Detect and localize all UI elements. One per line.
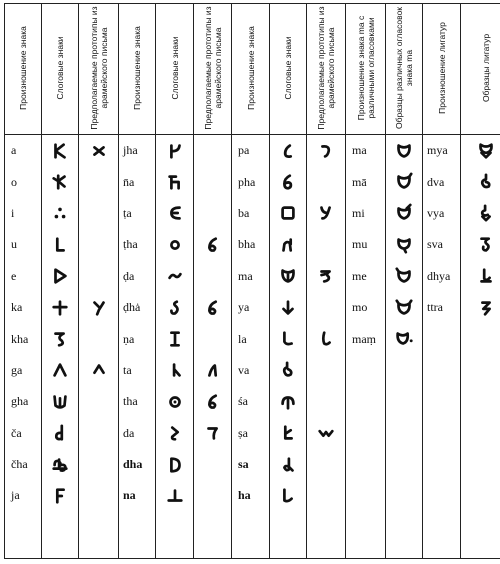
pron-cell: mya bbox=[427, 143, 448, 158]
glyph-cell bbox=[194, 386, 231, 417]
glyph-cell bbox=[79, 229, 118, 260]
pron-cell: ga bbox=[11, 362, 23, 377]
col-ligature-pronunciation bbox=[423, 135, 461, 559]
glyph-cell bbox=[194, 449, 231, 480]
pron-cell: mi bbox=[352, 205, 365, 220]
glyph-cell bbox=[386, 449, 422, 480]
glyph-cell bbox=[270, 418, 306, 449]
glyph-cell bbox=[270, 480, 306, 511]
glyph-cell bbox=[42, 323, 78, 354]
y-hook-glyph bbox=[90, 299, 108, 317]
glyph-cell bbox=[79, 323, 118, 354]
header-pronunciation-1: Произношение знака bbox=[5, 4, 42, 135]
pron-cell: u bbox=[11, 237, 17, 252]
header-ligature-samples: Образцы лигатур bbox=[461, 4, 500, 135]
glyph-cell bbox=[156, 292, 193, 323]
glyph-cell bbox=[156, 229, 193, 260]
glyph-cell bbox=[42, 480, 78, 511]
col-syllabic-signs-1 bbox=[42, 135, 79, 559]
glyph-cell bbox=[461, 166, 500, 197]
glyph-cell bbox=[42, 261, 78, 292]
glyph-cell bbox=[194, 261, 231, 292]
pron-cell: ṣa bbox=[238, 425, 248, 440]
syllabary-table bbox=[4, 3, 500, 559]
loop-glyph bbox=[51, 330, 69, 348]
caret-small-glyph bbox=[90, 361, 108, 379]
col-pronunciation-2 bbox=[119, 135, 156, 559]
header-aramaic-prototypes-1: Предполагаемые прототипы из арамейского письма bbox=[79, 4, 119, 135]
glyph-cell bbox=[461, 386, 500, 417]
pron-cell: dva bbox=[427, 174, 445, 189]
pron-cell: ttra bbox=[427, 300, 443, 315]
glyph-cell bbox=[156, 449, 193, 480]
pron-cell: sa bbox=[238, 457, 249, 472]
pron-cell: n̄a bbox=[123, 174, 135, 189]
glyph-cell bbox=[79, 135, 118, 166]
mo-glyph bbox=[395, 299, 413, 317]
glyph-cell bbox=[270, 355, 306, 386]
glyph-cell bbox=[42, 229, 78, 260]
glyph-cell bbox=[42, 198, 78, 229]
glyph-cell bbox=[270, 166, 306, 197]
glyph-cell bbox=[307, 480, 345, 511]
glyph-cell bbox=[194, 135, 231, 166]
six-glyph bbox=[204, 393, 222, 411]
pron-cell: ba bbox=[238, 205, 250, 220]
e-bracket-glyph bbox=[51, 487, 69, 505]
pron-cell: vya bbox=[427, 205, 445, 220]
circle-glyph bbox=[166, 236, 184, 254]
glyph-cell bbox=[79, 198, 118, 229]
glyph-cell bbox=[461, 135, 500, 166]
up-arrow-glyph bbox=[279, 393, 297, 411]
glyph-cell bbox=[307, 292, 345, 323]
hook-glyph bbox=[51, 236, 69, 254]
glyph-cell bbox=[270, 261, 306, 292]
glyph-cell bbox=[156, 480, 193, 511]
glyph-cell bbox=[79, 261, 118, 292]
glyph-cell bbox=[461, 323, 500, 354]
mam-glyph bbox=[395, 330, 413, 348]
pron-cell: mu bbox=[352, 237, 368, 252]
pron-cell: pha bbox=[238, 174, 256, 189]
i-bar-glyph bbox=[166, 330, 184, 348]
pron-cell: ma bbox=[352, 143, 367, 158]
glyph-cell bbox=[42, 135, 78, 166]
glyph-cell bbox=[42, 386, 78, 417]
dva-ligature-glyph bbox=[477, 173, 495, 191]
glyph-cell bbox=[79, 418, 118, 449]
d-glyph bbox=[51, 424, 69, 442]
pron-cell: na bbox=[123, 488, 136, 503]
glyph-cell bbox=[156, 166, 193, 197]
pron-cell: ha bbox=[238, 488, 251, 503]
glyph-cell bbox=[307, 323, 345, 354]
d-shape-glyph bbox=[166, 456, 184, 474]
six-glyph bbox=[279, 173, 297, 191]
square-glyph bbox=[279, 204, 297, 222]
pron-cell: ṇa bbox=[123, 331, 135, 346]
hook-curve-glyph bbox=[317, 142, 335, 160]
pron-cell: ṭa bbox=[123, 205, 132, 220]
pron-cell: ja bbox=[11, 488, 20, 503]
pron-cell: e bbox=[11, 268, 17, 283]
glyph-cell bbox=[270, 292, 306, 323]
glyph-cell bbox=[42, 418, 78, 449]
pron-cell: la bbox=[238, 331, 247, 346]
h-glyph bbox=[166, 173, 184, 191]
glyph-cell bbox=[386, 261, 422, 292]
col-syllabic-signs-3 bbox=[270, 135, 307, 559]
glyph-cell bbox=[461, 198, 500, 229]
pron-cell: ka bbox=[11, 300, 23, 315]
glyph-cell bbox=[461, 418, 500, 449]
seven-glyph bbox=[204, 424, 222, 442]
glyph-cell bbox=[79, 166, 118, 197]
loop-s-glyph bbox=[166, 299, 184, 317]
header-ligature-pronunciation: Произношение лигатур bbox=[423, 4, 461, 135]
pron-cell: ḍhȧ bbox=[123, 300, 141, 315]
l-curve-glyph bbox=[279, 330, 297, 348]
col-ma-samples bbox=[386, 135, 423, 559]
lambda-tick-glyph bbox=[166, 361, 184, 379]
glyph-cell bbox=[461, 261, 500, 292]
col-aramaic-prototypes-1 bbox=[79, 135, 119, 559]
glyph-cell bbox=[42, 166, 78, 197]
body-row bbox=[5, 135, 500, 559]
glyph-cell bbox=[270, 386, 306, 417]
glyph-cell bbox=[156, 198, 193, 229]
x-mark-glyph bbox=[90, 142, 108, 160]
branch-glyph bbox=[51, 173, 69, 191]
n-tail-glyph bbox=[279, 236, 297, 254]
glyph-cell bbox=[307, 386, 345, 417]
pron-cell: śa bbox=[238, 394, 248, 409]
glyph-cell bbox=[194, 480, 231, 511]
header-syllabic-signs-1: Слоговые знаки bbox=[42, 4, 79, 135]
glyph-cell bbox=[386, 386, 422, 417]
glyph-cell bbox=[307, 355, 345, 386]
pron-cell: a bbox=[11, 143, 17, 158]
pron-cell: dha bbox=[123, 457, 143, 472]
glyph-cell bbox=[386, 418, 422, 449]
glyph-cell bbox=[194, 229, 231, 260]
glyph-cell bbox=[270, 449, 306, 480]
three-dots-glyph bbox=[51, 204, 69, 222]
y-curve-glyph bbox=[317, 204, 335, 222]
glyph-cell bbox=[270, 229, 306, 260]
pron-cell: ya bbox=[238, 300, 250, 315]
glyph-cell bbox=[307, 198, 345, 229]
triangle-glyph bbox=[51, 267, 69, 285]
pron-cell: me bbox=[352, 268, 367, 283]
glyph-cell bbox=[386, 229, 422, 260]
glyph-cell bbox=[42, 449, 78, 480]
pron-cell: dhya bbox=[427, 268, 451, 283]
n-hook-glyph bbox=[204, 361, 222, 379]
pron-cell: da bbox=[123, 425, 135, 440]
glyph-cell bbox=[156, 135, 193, 166]
dhya-ligature-glyph bbox=[477, 267, 495, 285]
tilde-glyph bbox=[166, 267, 184, 285]
glyph-cell bbox=[194, 198, 231, 229]
glyph-cell bbox=[386, 355, 422, 386]
glyph-cell bbox=[307, 166, 345, 197]
k-hook-glyph bbox=[279, 424, 297, 442]
col-ligature-samples bbox=[461, 135, 500, 559]
pron-cell: ča bbox=[11, 425, 22, 440]
ma-long-glyph bbox=[395, 173, 413, 191]
pron-cell: o bbox=[11, 174, 17, 189]
glyph-cell bbox=[461, 480, 500, 511]
lambda-loop-glyph bbox=[279, 456, 297, 474]
double-loop-glyph bbox=[51, 456, 69, 474]
pron-cell: ta bbox=[123, 362, 132, 377]
glyph-cell bbox=[307, 229, 345, 260]
cup-glyph bbox=[51, 393, 69, 411]
glyph-cell bbox=[386, 480, 422, 511]
glyph-cell bbox=[461, 292, 500, 323]
glyph-cell bbox=[79, 449, 118, 480]
glyph-cell bbox=[386, 135, 422, 166]
glyph-cell bbox=[42, 292, 78, 323]
glyph-cell bbox=[270, 198, 306, 229]
header-ma-vocalization: Произношение знака ma с различными огласовками bbox=[346, 4, 386, 135]
eight-glyph bbox=[279, 361, 297, 379]
pron-cell: va bbox=[238, 362, 250, 377]
glyph-cell bbox=[386, 198, 422, 229]
ma-glyph bbox=[395, 142, 413, 160]
mu-sample-glyph bbox=[395, 236, 413, 254]
me-glyph bbox=[395, 267, 413, 285]
vya-ligature-glyph bbox=[477, 204, 495, 222]
mu-glyph bbox=[166, 142, 184, 160]
circle-dot-glyph bbox=[166, 393, 184, 411]
pron-cell: sva bbox=[427, 237, 443, 252]
header-aramaic-prototypes-2: Предполагаемые прототипы из арамейского письма bbox=[194, 4, 232, 135]
ka-like-glyph bbox=[51, 142, 69, 160]
glyph-cell bbox=[307, 261, 345, 292]
glyph-cell bbox=[156, 323, 193, 354]
glyph-cell bbox=[461, 355, 500, 386]
w-wave-glyph bbox=[317, 424, 335, 442]
pron-cell: gha bbox=[11, 394, 29, 409]
mi-glyph bbox=[395, 204, 413, 222]
glyph-cell bbox=[156, 386, 193, 417]
glyph-cell bbox=[307, 449, 345, 480]
pron-cell: ṭha bbox=[123, 237, 138, 252]
glyph-cell bbox=[307, 135, 345, 166]
header-syllabic-signs-2: Слоговые знаки bbox=[156, 4, 194, 135]
glyph-cell bbox=[194, 418, 231, 449]
pron-cell: i bbox=[11, 205, 15, 220]
glyph-cell bbox=[194, 323, 231, 354]
plus-glyph bbox=[51, 299, 69, 317]
inverted-t-glyph bbox=[166, 487, 184, 505]
pron-cell: jha bbox=[123, 143, 138, 158]
caret-glyph bbox=[51, 361, 69, 379]
glyph-cell bbox=[79, 386, 118, 417]
pron-cell: tha bbox=[123, 394, 138, 409]
glyph-cell bbox=[461, 229, 500, 260]
z-hook-glyph bbox=[166, 424, 184, 442]
glyph-cell bbox=[461, 449, 500, 480]
pron-cell: maṃ bbox=[352, 331, 376, 346]
glyph-cell bbox=[270, 135, 306, 166]
ttra-ligature-glyph bbox=[477, 299, 495, 317]
glyph-cell bbox=[270, 323, 306, 354]
glyph-cell bbox=[194, 355, 231, 386]
glyph-cell bbox=[194, 292, 231, 323]
col-pronunciation-1 bbox=[5, 135, 42, 559]
pron-cell: pa bbox=[238, 143, 250, 158]
pron-cell: mo bbox=[352, 300, 368, 315]
glyph-cell bbox=[79, 292, 118, 323]
down-arrow-glyph bbox=[279, 299, 297, 317]
epsilon-glyph bbox=[166, 204, 184, 222]
glyph-cell bbox=[386, 292, 422, 323]
col-ma-vocalization bbox=[346, 135, 386, 559]
header-syllabic-signs-3: Слоговые знаки bbox=[270, 4, 307, 135]
col-pronunciation-3 bbox=[232, 135, 270, 559]
glyph-cell bbox=[79, 480, 118, 511]
six-glyph bbox=[204, 236, 222, 254]
c-hook-glyph bbox=[279, 142, 297, 160]
header-aramaic-prototypes-3: Предполагаемые прототипы из арамейского письма bbox=[307, 4, 346, 135]
sva-ligature-glyph bbox=[477, 236, 495, 254]
glyph-cell bbox=[156, 418, 193, 449]
pron-cell: čha bbox=[11, 457, 28, 472]
header-pronunciation-3: Произношение знака bbox=[232, 4, 270, 135]
heart-glyph bbox=[279, 267, 297, 285]
glyph-cell bbox=[156, 261, 193, 292]
glyph-cell bbox=[42, 355, 78, 386]
pron-cell: ḍa bbox=[123, 268, 135, 283]
six-glyph bbox=[204, 299, 222, 317]
pron-cell: ma bbox=[238, 268, 253, 283]
col-syllabic-signs-2 bbox=[156, 135, 194, 559]
glyph-cell bbox=[194, 166, 231, 197]
mya-ligature-glyph bbox=[477, 142, 495, 160]
header-ma-samples: Образцы различных огласовок знака ma bbox=[386, 4, 423, 135]
glyph-cell bbox=[156, 355, 193, 386]
three-curl-glyph bbox=[317, 267, 335, 285]
glyph-cell bbox=[79, 355, 118, 386]
pron-cell: kha bbox=[11, 331, 29, 346]
glyph-cell bbox=[307, 418, 345, 449]
l-curve-glyph bbox=[317, 330, 335, 348]
header-pronunciation-2: Произношение знака bbox=[119, 4, 156, 135]
glyph-cell bbox=[386, 323, 422, 354]
glyph-cell bbox=[386, 166, 422, 197]
header-row bbox=[5, 4, 500, 135]
col-aramaic-prototypes-3 bbox=[307, 135, 346, 559]
pron-cell: mā bbox=[352, 174, 367, 189]
pron-cell: bha bbox=[238, 237, 256, 252]
b-hook-glyph bbox=[279, 487, 297, 505]
col-aramaic-prototypes-2 bbox=[194, 135, 232, 559]
